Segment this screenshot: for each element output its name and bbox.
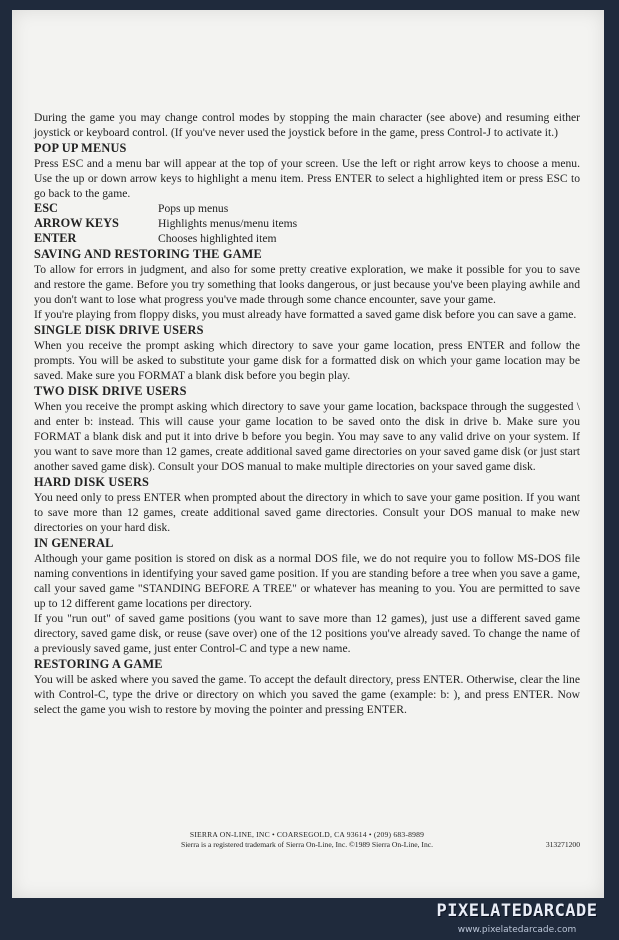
footer-trademark: Sierra is a registered trademark of Sierra On-Line, Inc. ©1989 Sierra On-Line, Inc.: [180, 840, 434, 849]
two-drive-text: When you receive the prompt asking which directory to save your game location, backspace through the suggested \ and enter b: instead. This will cause your game location to be saved onto the disk in drive b. Make sure you FORMAT a blank disk and put it into drive b before you begin. You may save to any valid drive on your system. If you want to save more than 12 games, create additional saved game directories on your saved game disk (or just start another saved game disk). Consult your DOS manual to make multiple directories on your saved game disk.: [34, 400, 580, 473]
single-drive-heading: SINGLE DISK DRIVE USERS: [34, 323, 204, 337]
popup-menus-text: Press ESC and a menu bar will appear at the top of your screen. Use the left or right arrow keys to choose a menu. Use the up or down arrow keys to highlight a menu item. Press ENTER to select a highlighted item or press ESC to go back to the game.: [34, 157, 580, 200]
key-esc: ESC: [34, 201, 58, 215]
hard-disk-text: You need only to press ENTER when prompted about the directory in which to save your game position. If you want to save more than 12 games, create additional saved game directories. Consult your DOS manual to make new directories on your hard disk.: [34, 491, 580, 534]
two-drive-heading: TWO DISK DRIVE USERS: [34, 384, 187, 398]
saving-paragraph-1: To allow for errors in judgment, and also for some pretty creative exploration, we make it possible for you to save and restore the game. Before you try something that looks dangerous, or just because you've been playing awhile and you don't want to lose what progress you've made through some chance encounter, save your game.: [34, 263, 580, 306]
key-table: [34, 201, 580, 246]
key-enter-desc: Chooses highlighted item: [158, 232, 277, 245]
restoring-heading: RESTORING A GAME: [34, 657, 163, 671]
general-paragraph-2: If you "run out" of saved game positions (you want to save more than 12 games), just use a different saved game directory, saved game disk, or reuse (save over) one of the 12 positions you've already saved. To change the name of a previously saved game, just enter Control-C and type a new name.: [34, 612, 580, 655]
footer-address: SIERRA ON-LINE, INC • COARSEGOLD, CA 93614 • (209) 683-8989: [189, 830, 425, 839]
key-arrow-keys: ARROW KEYS: [34, 216, 119, 230]
page-content: [34, 110, 580, 717]
watermark-url: www.pixelatedarcade.com: [457, 925, 577, 935]
general-heading: IN GENERAL: [34, 536, 114, 550]
hard-disk-heading: HARD DISK USERS: [34, 475, 150, 489]
saving-paragraph-2: If you're playing from floppy disks, you must already have formatted a saved game disk before you can save a game.: [34, 308, 577, 321]
key-esc-desc: Pops up menus: [158, 202, 229, 215]
saving-heading: SAVING AND RESTORING THE GAME: [34, 247, 262, 261]
single-drive-text: When you receive the prompt asking which directory to save your game location, press ENTER and follow the prompts. You will be asked to substitute your game disk for a formatted disk on which your game location may be saved. Make sure you FORMAT a blank disk before you begin play.: [34, 339, 580, 382]
key-arrow-keys-desc: Highlights menus/menu items: [158, 217, 298, 230]
popup-menus-heading: POP UP MENUS: [34, 141, 127, 155]
manual-page: [12, 10, 604, 898]
footer-code: 313271200: [545, 840, 580, 849]
key-enter: ENTER: [34, 231, 77, 245]
watermark-brand: PIXELATEDARCADE: [436, 901, 598, 921]
intro-paragraph: During the game you may change control modes by stopping the main character (see above) and resuming either joystick or keyboard control. (If you've never used the joystick before in the game, press Control-J to activate it.): [34, 111, 580, 139]
restoring-text: You will be asked where you saved the game. To accept the default directory, press ENTER. Otherwise, clear the line with Control-C, type the drive or directory on which you saved the game (example: b: ), and press ENTER. Now select the game you wish to restore by moving the pointer and pressing ENTER.: [34, 673, 580, 716]
page-footer: [34, 830, 580, 850]
general-paragraph-1: Although your game position is stored on disk as a normal DOS file, we do not require you to follow MS-DOS file naming conventions in identifying your saved game position. If you are standing before a tree when you save a game, call your saved game "STANDING BEFORE A TREE" or whatever has meaning to you. You are permitted to save up to 12 different game locations per directory.: [34, 552, 580, 610]
